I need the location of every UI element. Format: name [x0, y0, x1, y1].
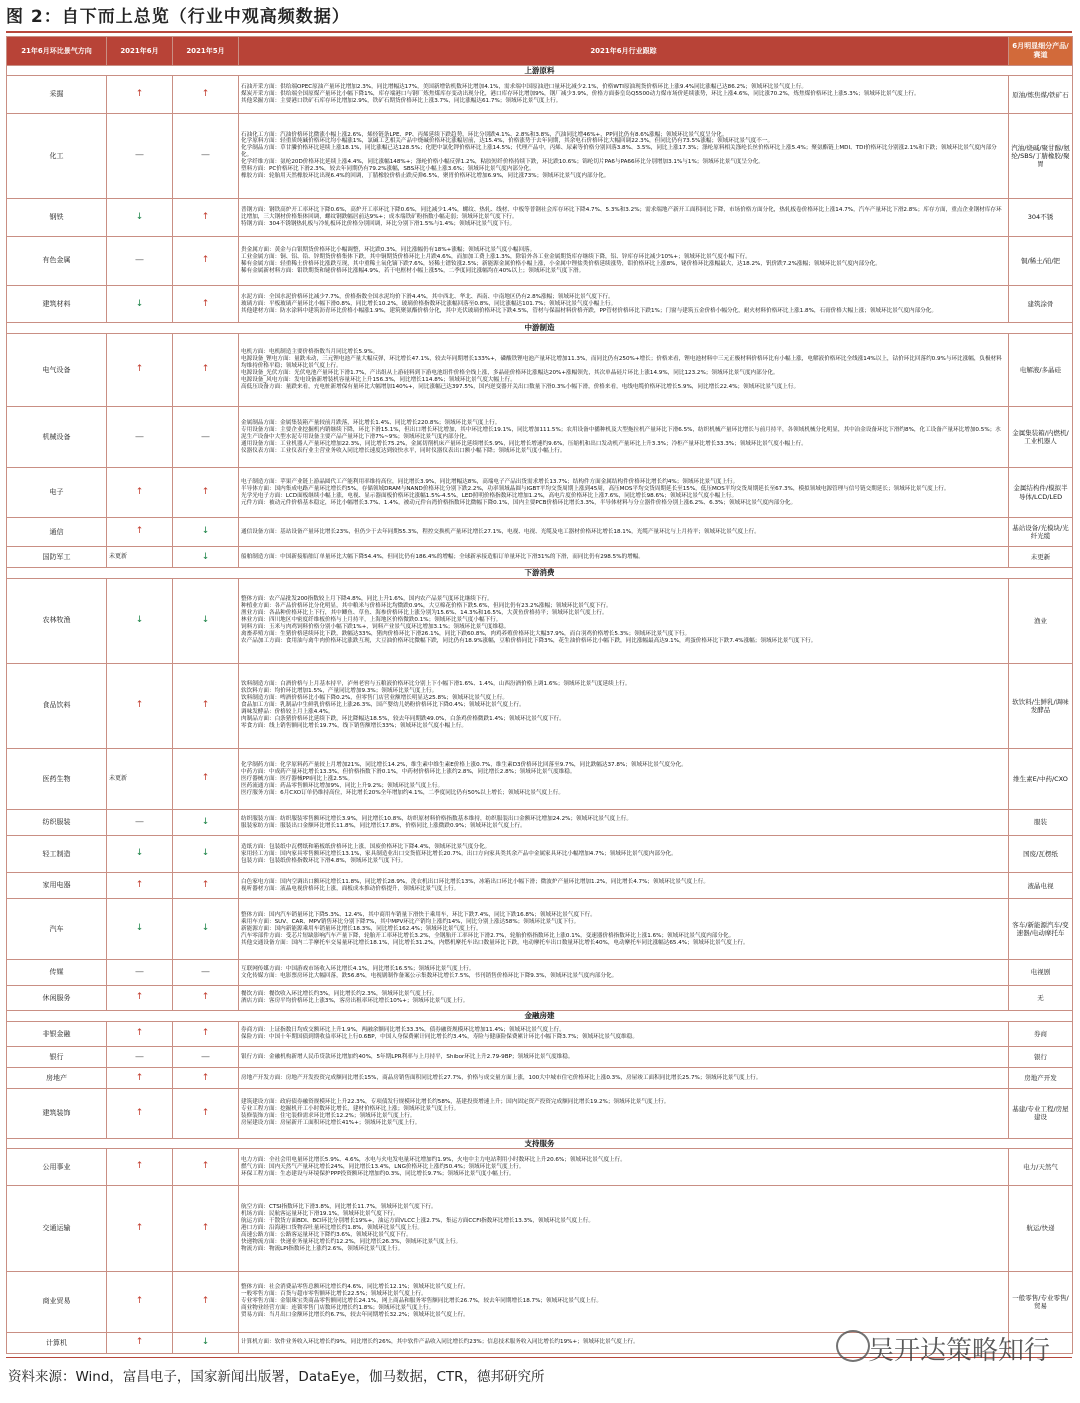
tracking-note: 软饮料方面：均价环比增加1.5%，产量同比增加9.3%；领域环比景气度上行。 — [241, 688, 438, 695]
table-row — [7, 835, 1073, 872]
section-header-row — [7, 66, 1073, 76]
tracking-note: 保险方面：中国十年期国债到期收益率环比上行0.6BP，中国人身保费累计同比增长约3.4%，寿险与健康险保费累计环比小幅下降3.7%；领域环比景气度维稳。 — [241, 1034, 638, 1040]
table-row — [7, 663, 1073, 748]
table-row — [7, 1021, 1073, 1047]
tracking-note: 造纸方面：包装纸中瓦楞纸和箱板纸价格环比上涨，国废价格环比下降4.4%，领域环比景气度分化。 — [241, 843, 491, 850]
tracking-note: 商业物业经营方面：连锁零售门店数环比增长约1.8%；领域环比景气度上行。 — [241, 1305, 435, 1312]
industry-name: 休闲服务 — [7, 985, 107, 1011]
jun-direction-indicator: ↓ — [107, 578, 173, 663]
may-direction-indicator: ↑ — [173, 1021, 239, 1047]
table-row — [7, 547, 1073, 568]
table-row — [7, 285, 1073, 322]
may-direction-indicator: ↑ — [173, 1068, 239, 1089]
jun-direction-indicator: ↑ — [107, 1186, 173, 1271]
tracking-note: 装修装饰方面：住宅装修需求环比增长12.2%；领域环比景气度上行。 — [241, 1113, 416, 1120]
tracking-note: 餐饮方面：餐饮收入环比增长约3%，同比增长约2.3%，领域环比景气度上行。 — [241, 991, 438, 998]
table-row — [7, 748, 1073, 809]
jun-direction-indicator: ↓ — [107, 835, 173, 872]
subsector-label: 客车/新能源汽车/变速器/电动摩托车 — [1009, 898, 1073, 959]
tracking-note: 电机方面：电机制造主要价格指数当月同比增长5.9%。 — [241, 348, 379, 355]
tracking-notes — [239, 407, 1009, 468]
table-row — [7, 1089, 1073, 1138]
subsector-label: 房地产开发 — [1009, 1068, 1073, 1089]
table-row — [7, 578, 1073, 663]
industry-name: 电气设备 — [7, 333, 107, 406]
tracking-note: 金属制品方面：金属集装箱产量较前月跌落，环比增长1.4%、同比增长220.8%；领域环比景气度上行。 — [241, 419, 501, 426]
tracking-notes — [239, 517, 1009, 546]
industry-name: 家用电器 — [7, 873, 107, 899]
tracking-note: 环保工程方面：生态建设与环境保护PPP投资额环比增加约0.3%，同比增长9.7%；领域环比景气度小幅上行。 — [241, 1170, 515, 1177]
may-direction-indicator: — — [173, 1047, 239, 1068]
tracking-notes — [239, 748, 1009, 809]
subsector-label: 电力/天然气 — [1009, 1148, 1073, 1185]
subsector-label: 服装 — [1009, 810, 1073, 836]
tracking-note: 文化传媒方面：电影票房环比大幅回落，跌56.8%，电视剧制作备案公示集数环比增长7.5%，书刊销售价格环比下降9.3%，领域环比景气度内部分化。 — [241, 972, 618, 979]
tracking-note: 高速公路方面：公路客运量环比下降约3.6%，领域环比景气度下行。 — [241, 1231, 412, 1238]
tracking-note: 专业工程方面：挖掘机开工小时数环比增长，建材价格环比上涨；领域环比景气度上行。 — [241, 1106, 460, 1113]
header-direction: 21年6月环比景气方向 — [7, 37, 107, 66]
subsector-label: 基站设备/光模块/光纤光缆 — [1009, 517, 1073, 546]
subsector-label: 电视剧 — [1009, 960, 1073, 986]
tracking-notes — [239, 113, 1009, 198]
may-direction-indicator: ↓ — [173, 810, 239, 836]
tracking-note: 整体方面：国内汽车销量环比下降5.3%、12.4%，其中商用车销量下滑快于乘用车，环比下跌7.4%，同比下跌16.8%；领域环比景气度下行。 — [241, 911, 596, 918]
table-header-row — [7, 37, 1073, 66]
industry-tracking-table — [6, 36, 1073, 1354]
tracking-note: 农产品加工方面：食用油与禽牛肉价格环比涨跌互现，大豆油价格环比微幅下跌，同比仍有18.9%涨幅，豆粕价格同比下降3%，花生油价格环比小幅下跌，同比涨幅最高达9.1%，鸡蛋价格环比下跌7.4%涨幅；领域环比景气度下行。 — [241, 638, 817, 645]
table-row — [7, 1271, 1073, 1332]
jun-direction-indicator: — — [107, 113, 173, 198]
tracking-note: 化学制品方面：草甘膦价格环比延续上涨18.1%，同比涨幅已达128.5%；化肥中氯化钾价格环比上涨14.5%；代理产品中，丙烯、尿素等价格分别回落3.8%、3.5%，同比上涨17.3%；涤纶原料相关涤纶长丝价格环比上涨5.4%；聚氨酯链上MDI、TDI价格环比分别涨2.1%和下跌；领域环比景气度内部分化。 — [241, 145, 997, 159]
industry-name: 商业贸易 — [7, 1271, 107, 1332]
industry-name: 食品饮料 — [7, 663, 107, 748]
watermark: 吴开达策略知行 — [867, 1336, 1050, 1366]
tracking-note: 食品加工方面：乳制品中生鲜乳价格环比上涨26.3%，国产婴幼儿奶粉价格环比下降0.4%；领域环比景气度上行。 — [241, 702, 525, 709]
tracking-note: 稀有金属方面：轻重稀土价格环比涨跌互现，其中重稀土氧化镝下跌7.6%，轻稀土镨钕涨2.5%；新能源金属价格小幅上涨，小金属中锂盐类价格延续涨势，钼价格环比上涨8%，铋价格环比涨幅最大，达18.2%，钒价跌7.2%涨幅；领域环比景气度内部分化。 — [241, 260, 881, 267]
jun-direction-indicator: ↑ — [107, 1148, 173, 1185]
tracking-note: 元件方面：被动元件价格基本稳定，环比小幅增长3.7%、1.4%，被动元件台湾价格指数环比微幅下降0.1%，国内主要PCB价格环比增长3.3%，半导体材料与分立器件价格分别上涨6.2%、6.3%；领域环比景气度内部分化。 — [241, 499, 797, 506]
header-may: 2021年5月 — [173, 37, 239, 66]
industry-name: 传媒 — [7, 960, 107, 986]
tracking-note: 贵金属方面：黄金与白银期货价格环比小幅调整，环比跌0.3%，同比涨幅仍有18%+涨幅；领域环比景气度小幅回落。 — [241, 246, 536, 253]
table-row — [7, 199, 1073, 236]
tracking-note: 酒店方面：客房平均价格环比上涨3%，客房出租率环比增长10%+；领域环比景气度上行。 — [241, 998, 469, 1005]
tracking-notes — [239, 333, 1009, 406]
tracking-note: 专用设备方面：主要企业挖掘机内销继续下降，环比下滑15.1%，但出口增长环比增加，其中环比增长19.1%，同比增加111.5%；农用设备中播种机及大型拖拉机产量环比下滑6.5%，纺织机械产量环比增长与前月持平，各领域机械分化明显，其中冶金设备环比下滑约8%，化工设备产量环比增加0.5%；水泥生产设备中大型水泥专用设备主要产品产量环比下滑7%~9%；领域环比景气度内部分化。 — [241, 426, 1001, 440]
industry-name: 银行 — [7, 1047, 107, 1068]
tracking-notes — [239, 1047, 1009, 1068]
industry-name: 电子 — [7, 468, 107, 517]
tracking-note: 专业零售方面：金银珠宝类商品零售额同比增长24.1%，网上商品和服务零售额同比增长26.7%，较去年同期增长18.7%；领域环比景气度上行。 — [241, 1298, 602, 1305]
tracking-note: 玻璃方面：平板玻璃产量环比小幅下滑0.8%，同比增长10.2%，玻璃价格指数环比涨幅回落至0.8%，同比涨幅达101.7%；领域环比景气度小幅上行。 — [241, 300, 617, 307]
industry-name: 建筑材料 — [7, 285, 107, 322]
table-row — [7, 1047, 1073, 1068]
table-row — [7, 1068, 1073, 1089]
industry-name: 机械设备 — [7, 407, 107, 468]
tracking-note: 医疗器械方面：医疗器械PPI同比上涨2.5%。 — [241, 775, 354, 782]
tracking-note: 禽畜养殖方面：生猪价格延续环比下跌，跌幅达33%，猪肉价格环比下滑26.1%，同比下跌60.8%，肉鸡养殖价格环比大幅37.9%，而白羽鸡价格增长5.3%；领域环比景气度下行。 — [241, 631, 691, 638]
section-header-row — [7, 1138, 1073, 1148]
jun-direction-indicator: ↑ — [107, 663, 173, 748]
tracking-note: 包装方面：包装纸价格指数环比下滑4.8%，领域环比景气度下行。 — [241, 857, 407, 864]
jun-direction-indicator: 未更新 — [107, 547, 173, 568]
tracking-note: 渔业方面：各品种价格环比上下行，其中鲫鱼、草鱼、海参价格环比上涨分别为15.6%、14.3%和16.5%，大黄鱼价格持平；领域环比景气度上行。 — [241, 610, 608, 617]
jun-direction-indicator: ↑ — [107, 76, 173, 113]
tracking-note: 电源设备_风电方面：发电设备新增装机容量环比上升156.3%，同比增长114.8%；领域环比景气度大幅上行。 — [241, 376, 516, 383]
may-direction-indicator: ↓ — [173, 898, 239, 959]
tracking-notes — [239, 1148, 1009, 1185]
tracking-note: 电源设备_锂电方面：量跌未动，三元锂电池产量大幅反弹，环比增长47.1%，较去年同期增长133%+，磷酸铁锂电池产量环比增加11.3%，而同比仍有250%+增长；价格来看，锂电池材料中三元正极材料价格环比有小幅上涨，电解液价格环比全线涨14%以上，钴价环比回落约0.9%与环比涨幅，负极材料均维持价格平稳；领域环比景气度上行。 — [241, 355, 1002, 369]
table-row — [7, 517, 1073, 546]
tracking-notes — [239, 236, 1009, 285]
jun-direction-indicator: ↓ — [107, 898, 173, 959]
may-direction-indicator: ↑ — [173, 1271, 239, 1332]
tracking-note: 煤炭开采方面：供给端全国原煤产量环比小幅下降1%，库存端港口与钢厂炼焦煤库存变动出现分化，港口库存环比增加9%，钢厂减少3.9%，价格方面秦皇岛Q5500动力煤市场价延续涨势，环比上涨4.6%，同比涨70.2%，炼焦煤价格环比上涨5.3%；领域环比景气度上行。 — [241, 91, 920, 98]
industry-name: 建筑装饰 — [7, 1089, 107, 1138]
subsector-label: 汽油/烧碱/聚甘醇/氨纶/SBS/丁腈橡胶/聚胃 — [1009, 113, 1073, 198]
may-direction-indicator: ↑ — [173, 1089, 239, 1138]
table-body — [7, 66, 1073, 1354]
tracking-note: 一般零售方面：百货与超市零售额环比增长22.5%；领域环比景气度上行。 — [241, 1291, 427, 1298]
tracking-note: 视听器材方面：液晶电视价格环比上涨，面板成本推动价格提升，领域环比景气度上行。 — [241, 885, 460, 892]
subsector-label: 原油/炼焦煤/铁矿石 — [1009, 76, 1073, 113]
industry-name: 通信 — [7, 517, 107, 546]
industry-name: 房地产 — [7, 1068, 107, 1089]
tracking-notes — [239, 663, 1009, 748]
tracking-notes — [239, 1089, 1009, 1138]
tracking-notes — [239, 547, 1009, 568]
tracking-note: 其他建材方面：防水涂料中建筑沥青环比价格小幅涨1.9%，建筑聚氨酯价格分化，其中光伏玻璃价格环比下跌4.5%，管材与保温材料价格齐跌，PP管材价格环比下跌1%；门窗与建筑五金价格小幅分化，耐火材料价格环比上涨1.8%，石膏价格大幅上涨；领域环比景气度内部分化。 — [241, 307, 937, 314]
table-row — [7, 1148, 1073, 1185]
tracking-note: 水泥方面：全国水泥价格环比减少7.7%，价格指数全国水泥均价下滑4.4%，其中西北、华北、西南、中南地区仍有2.8%涨幅；领域环比景气度下行。 — [241, 293, 614, 300]
tracking-note: 房地产开发方面：房地产开发投资完成额同比增长15%，商品房销售面积同比增长27.7%，价格与成交量方面上涨，100大中城市住宅价格环比上涨0.3%，房屋竣工面积同比增长25.7%；领域环比景气度上行。 — [241, 1074, 762, 1081]
jun-direction-indicator: — — [107, 236, 173, 285]
industry-name: 化工 — [7, 113, 107, 198]
section-title: 金融房建 — [7, 1011, 1073, 1021]
tracking-note: 新能源方面：国内新能源乘用车销量环比增长18.3%，同比增长162.4%；领域环比景气度上行。 — [241, 925, 482, 932]
jun-direction-indicator: ↑ — [107, 333, 173, 406]
subsector-label: 维生素E/中药/CXO — [1009, 748, 1073, 809]
tracking-notes — [239, 873, 1009, 899]
tracking-notes — [239, 76, 1009, 113]
jun-direction-indicator: ↓ — [107, 285, 173, 322]
jun-direction-indicator: ↑ — [107, 1332, 173, 1353]
tracking-note: 普钢方面：钢铁高炉开工率环比下降0.6%，高炉开工率环比下降0.6%，同比减少1.4%，螺纹、热轧、线材、中板等普钢社会库存环比下降4.7%、5.3%和3.2%；需求端地产新开工面积同比下降，市场价格方面分化，热轧板卷价格环比上涨14.7%，汽车产量环比下滑2.8%；库存方面，重点企业钢材库存环比增加，三大钢材价格集体回调，螺纹钢跌幅居前达9%+；成本端铁矿粉指数小幅走弱；领域环比景气度下行。 — [241, 206, 1002, 220]
industry-name: 公用事业 — [7, 1148, 107, 1185]
tracking-note: 券商方面：上证指数日均成交额环比上升1.9%，两融余额同比增长33.3%，债券融资规模环比增加11.4%；领域环比景气度上行。 — [241, 1027, 565, 1034]
may-direction-indicator: ↓ — [173, 835, 239, 872]
table-row — [7, 985, 1073, 1011]
section-title: 中游制造 — [7, 323, 1073, 333]
industry-name: 交通运输 — [7, 1186, 107, 1271]
tracking-note: 互联网传媒方面：中国游戏市场收入环比增长4.1%，同比增长16.5%；领域环比景气度上行。 — [241, 965, 475, 972]
jun-direction-indicator: — — [107, 407, 173, 468]
tracking-notes — [239, 578, 1009, 663]
subsector-label: 券商 — [1009, 1021, 1073, 1047]
tracking-note: 石油化工方面：汽油价格环比微涨小幅上涨2.6%，烯烃链条LPE、PP、丙烯延续下跌趋势，环比分别跌4.1%、2.8%和3.8%，汽油同比增46%+，PP同比仍有8.6%涨幅；领域环比景气度呈分化。 — [241, 131, 728, 138]
subsector-label: 渔业 — [1009, 578, 1073, 663]
table-row — [7, 960, 1073, 986]
industry-name: 医药生物 — [7, 748, 107, 809]
tracking-note: 白色家电方面：国内空调出口额环比增长11.8%，同比增长28.9%，洗衣机出口环比增长13%，冰箱出口环比小幅下滑；微波炉产量环比增加1.2%，同比增长4.7%；领域环比景气度上行。 — [241, 878, 709, 885]
industry-name: 汽车 — [7, 898, 107, 959]
tracking-note: 电力方面：全社会用电量环比增长5.9%、4.6%，水电与火电发电量环比增加约1.9%，火电中主力电站利用小时数环比上升20.6%；领域环比景气度上行。 — [241, 1156, 626, 1163]
tracking-notes — [239, 960, 1009, 986]
tracking-note: 航运方面：干散货方面BDI、BCI环比分别增长19%+，油运方面VLCC上涨2.7%，集运方面CCFI指数环比增长13.3%，领域环比景气度上行。 — [241, 1217, 594, 1224]
tracking-note: 贸易方面：当月出口金额环比增长约6.7%，较去年同期增长32.2%；领域环比景气度上行。 — [241, 1312, 469, 1319]
jun-direction-indicator: ↑ — [107, 517, 173, 546]
industry-name: 钢铁 — [7, 199, 107, 236]
may-direction-indicator: — — [173, 960, 239, 986]
tracking-note: 特钢方面：304不锈钢热轧板与冷轧板环比价格分别回调，环比分别下滑1.5%与1.4%；领域环比景气度下行。 — [241, 220, 516, 227]
tracking-note: 调味发酵品：价格较上月上涨4.4%。 — [241, 709, 334, 716]
subsector-label: 航运/快递 — [1009, 1186, 1073, 1271]
figure-title: 图 2：自下而上总览（行业中观高频数据） — [6, 7, 350, 27]
tracking-note: 银行方面：金融机构新增人民币贷款环比增加约40%，5年期LPR利率与上月持平，Shibor环比上升2.79-9BP；领域环比景气度维稳。 — [241, 1053, 574, 1060]
tracking-note: 橡胶方面：轮胎用天然橡胶环比出现6.4%的回调，丁腈橡胶价格止跌反弹6.5%，聚胃价格环比增加6.9%，同比涨73%；领域环比景气度内部分化。 — [241, 173, 610, 180]
tracking-note: 饮料制造方面：白酒价格与上月基本持平，泸州老窖与五粮液价格环比分别上下小幅下滑1.6%、1.4%，山西汾酒价格上调1.6%；领域环比景气度延续上行。 — [241, 681, 631, 688]
subsector-label: 基建/专业工程/房屋建设 — [1009, 1089, 1073, 1138]
tracking-note: 其他采掘方面：主要港口铁矿石库存环比增加2.9%，铁矿石期货价格环比上涨3.7%，同比涨幅达61.7%；领域环比景气度上行。 — [241, 98, 562, 105]
table-row — [7, 810, 1073, 836]
table-row — [7, 468, 1073, 517]
tracking-note: 家用轻工方面：国内家具零售额环比增长13.1%，家具制造业出口交货值环比增长20.7%，出口方向家具类其余产品中金属家具环比小幅增加4.7%；领域环比景气度内部分化。 — [241, 850, 677, 857]
industry-name: 农林牧渔 — [7, 578, 107, 663]
header-tracking: 2021年6月行业跟踪 — [239, 37, 1009, 66]
tracking-notes — [239, 285, 1009, 322]
industry-name: 计算机 — [7, 1332, 107, 1353]
tracking-note: 汽车零部件方面：受芯片短缺影响汽车产量下降，轮胎开工率环比增长3.2%，全钢胎开工率环比下滑2.7%，轮胎价格指数环比上涨0.1%，变速器价格指数环比上涨1.6%；领域环比景气度内部分化。 — [241, 932, 735, 939]
header-subsector: 6月明显细分产品/赛道 — [1009, 37, 1073, 66]
tracking-note: 航空方面：CTSI指数环比下滑3.8%，同比增长11.7%，领域环比景气度下行。 — [241, 1204, 437, 1210]
jun-direction-indicator: ↑ — [107, 468, 173, 517]
may-direction-indicator: ↑ — [173, 285, 239, 322]
table-row — [7, 898, 1073, 959]
tracking-note: 石油开采方面：供给端OPEC原油产量环比增加2.3%，同比增幅达17%，美国新增钻机数环比增加4.1%，需求端中国原油进口量环比减少2.1%，价格WTI原油现货价格环比上涨9.4%同比涨幅已达86.2%；领域环比景气度上行。 — [241, 84, 807, 91]
subsector-label: 液晶电视 — [1009, 873, 1073, 899]
section-title: 上游原料 — [7, 66, 1073, 76]
subsector-label: 电解液/多晶硅 — [1009, 333, 1073, 406]
tracking-note: 燃气方面：国内天然气产量环比增长24%，同比增长13.4%，LNG价格环比上涨约50.4%；领域环比景气度上行。 — [241, 1163, 525, 1170]
may-direction-indicator: ↑ — [173, 663, 239, 748]
section-title: 支持服务 — [7, 1138, 1073, 1148]
may-direction-indicator: — — [173, 407, 239, 468]
may-direction-indicator: ↑ — [173, 985, 239, 1011]
subsector-label: 国废/瓦楞纸 — [1009, 835, 1073, 872]
industry-name: 非银金融 — [7, 1021, 107, 1047]
table-row — [7, 1186, 1073, 1271]
may-direction-indicator: ↑ — [173, 1148, 239, 1185]
tracking-notes — [239, 835, 1009, 872]
tracking-note: 林业方面：四川地区中密度纤维板价格与上月持平，上海地区价格微跌0.1%；领域环比景气度小幅下行。 — [241, 617, 502, 624]
tracking-note: 中药方面：中成药产量环比增长13.3%，但价格指数下滑0.1%，中药材价格环比上涨约2.8%，同比增长2.8%；领域环比景气度维稳。 — [241, 768, 576, 775]
tracking-notes — [239, 810, 1009, 836]
section-header-row — [7, 323, 1073, 333]
table-row — [7, 333, 1073, 406]
jun-direction-indicator: ↑ — [107, 873, 173, 899]
tracking-note: 整体方面：农产品批发200指数较上月下降4.8%，同比上升1.6%，国内农产品景气度环比继续下行。 — [241, 596, 493, 603]
tracking-note: 光学光电子方面：LCD面板继续小幅上涨，电视、显示器面板价格环比涨幅1.5%-4.5%，LED照明价格指数环比增加1.2%，高电片度价格环比上涨7.6%，同比增长98.6%；领域环比景气度小幅上行。 — [241, 492, 738, 499]
may-direction-indicator: ↑ — [173, 199, 239, 236]
section-title: 下游消费 — [7, 568, 1073, 578]
jun-direction-indicator: ↑ — [107, 1089, 173, 1138]
tracking-note: 物流方面：物流LPI指数环比上涨约2.6%，领域环比景气度上行。 — [241, 1245, 404, 1252]
table-row — [7, 76, 1073, 113]
tracking-notes — [239, 468, 1009, 517]
tracking-note: 零食方面：线上销售额同比增长19.7%，线下销售额增长33%；领域环比景气度小幅上行。 — [241, 723, 467, 730]
section-header-row — [7, 1011, 1073, 1021]
tracking-notes — [239, 1068, 1009, 1089]
tracking-notes — [239, 898, 1009, 959]
may-direction-indicator: ↑ — [173, 873, 239, 899]
tracking-note: 化学制药方面：化学原料药产量较上月增加21%，同比增长14.2%，维生素中维生素E价格上涨0.7%，维生素D3价格环比回落至9.7%，同比跌幅达37.8%；领域环比景气度分化。 — [241, 761, 687, 768]
tracking-note: 电源设备_光伏方面：光伏电池产量环比下滑1.7%，产出组从上游硅料到下游电池组件价格全线上涨，多晶硅价格环比涨幅达20%+涨幅领先，其次单晶硅片环比上涨14.9%，同比123.2%；领域环比景气度内部分化。 — [241, 369, 779, 376]
tracking-note: 半导体方面：国内集成电路产量环比增长约5%，存储领域DRAM与NAND价格环比分别下跌2.2%，功率领域晶圆与IGBT平均交货周期上涨到45周，高压MOS平均交货周期延长至15%，低压MOS平均交货周期延长至67.3%，模拟领域电源管理与信号链交期延长；领域环比景气度上行。 — [241, 485, 950, 492]
may-direction-indicator: ↑ — [173, 76, 239, 113]
tracking-note: 整体方面：社会消费品零售总额环比增长约4.6%，同比增长12.1%；领域环比景气度上行。 — [241, 1284, 469, 1291]
industry-name: 有色金属 — [7, 236, 107, 285]
subsector-label: 金属集装箱/内燃机/工业机器人 — [1009, 407, 1073, 468]
tracking-notes — [239, 1021, 1009, 1047]
jun-direction-indicator: ↑ — [107, 1021, 173, 1047]
table-row — [7, 873, 1073, 899]
tracking-note: 船舶制造方面：中国新接船舶订单量环比大幅下降54.4%，但同比仍有186.4%的增幅；全球新承接造船订单量环比下滑31%的下滑，而同比仍有298.5%的增幅。 — [241, 553, 644, 560]
may-direction-indicator: ↓ — [173, 578, 239, 663]
tracking-note: 乘用车方面：SUV、CAR、MPV销售环比分别下降7%，其中MPV环比产销均上涨约14%，同比分别上涨达58%；领域环比景气度下行。 — [241, 918, 580, 925]
subsector-label: 软饮料/生鲜乳/调味发酵品 — [1009, 663, 1073, 748]
tracking-note: 高低压设备方面：量跌来看，充电桩新增保有量环比大幅增加140%+，同比涨幅已达397.5%，国内逆变器开关出口数量下滑0.3%小幅下滑，价格来看，电线电缆价格环比增长5.9%，同比增长22.4%；领域环比景气度上行。 — [241, 383, 800, 390]
wechat-logo-icon — [836, 1330, 870, 1362]
tracking-note: 饮料制造方面：啤酒价格环比小幅下降0.2%，但零售门店营业额增长明显达25.8%；领域环比景气度上行。 — [241, 695, 508, 702]
may-direction-indicator: ↓ — [173, 517, 239, 546]
industry-name: 纺织服装 — [7, 810, 107, 836]
may-direction-indicator: ↑ — [173, 333, 239, 406]
may-direction-indicator: ↑ — [173, 468, 239, 517]
tracking-note: 计算机方面：软件业务收入环比增长约9%，同比增长约26%，其中软件产品收入同比增长约23%；信息技术服务收入同比增长约19%+；领域环比景气度上行。 — [241, 1339, 639, 1346]
may-direction-indicator: ↓ — [173, 1332, 239, 1353]
tracking-note: 稀有金属新材料方面：钼铁期货和铋价格环比涨幅4.9%，若干电框材小幅上涨5%，二季度同比涨幅均在40%以上；领域环比景气度下滑。 — [241, 267, 585, 274]
may-direction-indicator: ↑ — [173, 236, 239, 285]
jun-direction-indicator: — — [107, 1047, 173, 1068]
subsector-label: 未更新 — [1009, 547, 1073, 568]
may-direction-indicator: ↑ — [173, 748, 239, 809]
may-direction-indicator: — — [173, 113, 239, 198]
section-header-row — [7, 568, 1073, 578]
tracking-note: 建筑建设方面：政府债券融资规模环比上升22.3%，专项债发行规模环比增长约58%，基建投资增速上升；国内固定资产投资完成额同比增长19.2%；领域环比景气度上行。 — [241, 1099, 670, 1106]
tracking-note: 仪器仪表方面：工业仪表行业主营业务收入同比增长速度达到较快水平，同时仪器仪表出口额小幅下降；领域环比景气度小幅上行。 — [241, 447, 566, 454]
industry-name: 轻工制造 — [7, 835, 107, 872]
jun-direction-indicator: ↑ — [107, 1271, 173, 1332]
table-row — [7, 113, 1073, 198]
tracking-note: 医疗服务方面：6月CXO订单仍维持高位，环比增长20%全年增加约4.1%，二季度同比仍有50%以上增长；领域环比景气度上行。 — [241, 789, 564, 796]
jun-direction-indicator: ↑ — [107, 985, 173, 1011]
tracking-note: 化学原料方面：轻重质纯碱价格环比均小幅涨1%，氯碱工艺相关产品中烧碱价格环比涨幅居前，达15.4%，价格涨势于去年同期，其余电石价格环比大幅回调22.3%，但同比仍有73.5%涨幅；领域环比景气度不一。 — [241, 138, 774, 145]
tracking-note: 服装家纺方面：服装出口金额环比增长11.8%，同比增长17.8%，价格同比上涨微跌0.9%；领域环比景气度上行。 — [241, 822, 526, 829]
may-direction-indicator: ↓ — [173, 547, 239, 568]
tracking-note: 塑料方面：PC价格环比下滑2.3%，较去年同期仍有79.2%涨幅，SBS环比小幅上涨3.6%；领域环比景气度内部分化。 — [241, 166, 535, 173]
tracking-notes — [239, 1271, 1009, 1332]
tracking-notes — [239, 985, 1009, 1011]
subsector-label: 银行 — [1009, 1047, 1073, 1068]
tracking-note: 工业金属方面：铜、铝、铅、锌期货价格集体下跌，其中铜期货价格环比上月跌4.6%，而加加工费上涨1.3%，除铅外各工业金属期货库存继续下降，铝、锌库存环比减少10%+；领域环比景气度小幅下行。 — [241, 253, 751, 260]
tracking-note: 房屋建设方面：房屋新开工面积环比增长41%+；领域环比景气度上行。 — [241, 1120, 421, 1127]
jun-direction-indicator: 未更新 — [107, 748, 173, 809]
tracking-note: 快递物流方面：快递业务量环比增长约12.2%，同比增长26.3%，领域环比景气度上行。 — [241, 1238, 462, 1245]
jun-direction-indicator: ↓ — [107, 199, 173, 236]
tracking-note: 机场方面：民航客运量环比下滑19.1%，领域环比景气度下行。 — [241, 1210, 399, 1217]
jun-direction-indicator: ↑ — [107, 1068, 173, 1089]
jun-direction-indicator: — — [107, 960, 173, 986]
tracking-note: 通信设备方面：基站设备产量环比增长23%，但仍少于去年同期55.3%，程控交换机产量环比增长27.1%，电视、电视、光缆及电工器材价格环比增长18.1%，光缆产量环比与上月持平；领域环比景气度上行。 — [241, 528, 760, 535]
tracking-note: 种植业方面：各产品价格环比分化明显，其中粮米与价格环比均微跌0.9%，大豆棉花价格下跌5.6%，但同比仍有23.2%涨幅；领域环比景气度下行。 — [241, 603, 612, 610]
source-note: 资料来源：Wind，富昌电子，国家新闻出版署，DataEye，伽马数据，CTR，德邦研究所 — [8, 1369, 545, 1385]
tracking-note: 港口方面：沿海港口货物吞吐量环比增长约1.8%，领域环比景气度上行。 — [241, 1224, 424, 1231]
subsector-label: 金属结构件/模拟半导体/LCD/LED — [1009, 468, 1073, 517]
jun-direction-indicator: — — [107, 810, 173, 836]
title-divider — [6, 31, 1072, 33]
tracking-note: 电子制造方面：苹果产业链上游晶圆代工产能利用率维持高位，同比增长3.9%，同比增幅达8%，高端电子产品出货需求增长13.7%；结构件方面金属结构件价格环比增长约4%；领域环比景气度上行。 — [241, 478, 739, 485]
industry-name: 采掘 — [7, 76, 107, 113]
tracking-note: 饲料方面：玉米与肉鸡饲料价格分别小幅下跌1%+，饲料产业景气度环比增加3.1%；领域环比景气度维稳。 — [241, 624, 510, 631]
tracking-note: 通用设备方面：工业机器人产量环比增加22.3%，同比增长75.2%，金属切削机床产量环比延续增长5.9%，同比增长增速约9.6%，压缩机和出口发动机产量环比上升3.3%；冷柜产量环比增长33.3%；领域环比景气度小幅上行。 — [241, 440, 807, 447]
subsector-label: 铜/稀土/铂/钯 — [1009, 236, 1073, 285]
industry-name: 国防军工 — [7, 547, 107, 568]
tracking-note: 肉制品方面：白条猪价格环比延续下跌，环比降幅达18.5%，较去年同期跌49.0%，白条鸡价格微跌1.4%；领域环比景气度下行。 — [241, 716, 565, 723]
tracking-note: 其他交通设备方面：国内二手摩托车交易量环比增长18.1%，同比增长31.2%，内燃机摩托车出口数量环比下跌，电动摩托车出口数量环比增长40%，电动摩托车同比涨幅达65.4%；领域环比景气度上行。 — [241, 939, 749, 946]
subsector-label: 304不锈 — [1009, 199, 1073, 236]
subsector-label: 一般零售/专业零售/贸易 — [1009, 1271, 1073, 1332]
may-direction-indicator: ↑ — [173, 1186, 239, 1271]
tracking-notes — [239, 1186, 1009, 1271]
header-jun: 2021年6月 — [107, 37, 173, 66]
tracking-note: 医药流通方面：药品零售额环比增加9%，同比上升9.2%；领域环比景气度上行。 — [241, 782, 444, 789]
table-row — [7, 236, 1073, 285]
subsector-label: 建筑涂骨 — [1009, 285, 1073, 322]
subsector-label: 无 — [1009, 985, 1073, 1011]
tracking-notes — [239, 199, 1009, 236]
tracking-note: 纺织服装方面：纺织服装零售额环比增长3.9%，同比增长10.8%，纺织原材料价格指数基本维持，纺织服装出口金额环比增加24.2%；领域环比景气度上行。 — [241, 815, 632, 822]
table-row — [7, 407, 1073, 468]
tracking-note: 化学纤维方面：氨纶20D价格环比延续上涨4.4%，同比涨幅148%+；涤纶价格小幅反弹1.2%，粘胶短纤价格持续下跌，环比跌10.6%；锦纶切片PA6与PA66环比分别增加3.1%与1%；领域环比景气度呈分化。 — [241, 159, 764, 166]
